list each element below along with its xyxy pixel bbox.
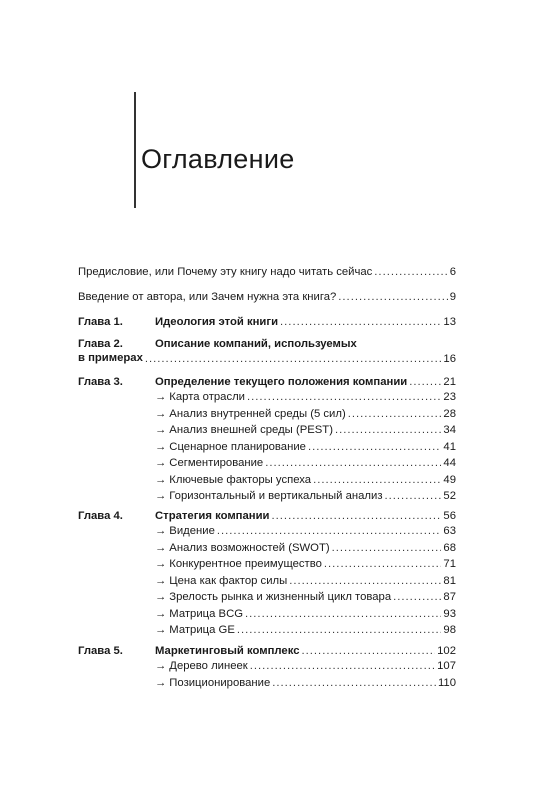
toc-section-label: Матрица GE [169, 624, 235, 636]
arrow-right-icon: → [155, 558, 167, 570]
arrow-right-icon: → [155, 424, 167, 436]
toc-page-number: 107 [437, 660, 456, 672]
toc-page-number: 13 [443, 316, 456, 328]
toc-page-number: 49 [443, 473, 456, 486]
leader-dots [335, 422, 441, 439]
arrow-right-icon: → [155, 660, 167, 672]
leader-dots [250, 658, 435, 675]
leader-dots [217, 523, 442, 540]
arrow-right-icon: → [155, 607, 167, 620]
toc-page-number: 9 [449, 291, 456, 303]
chapter-number: Глава 1. [78, 316, 123, 328]
chapter-title: Идеология этой книги [155, 316, 279, 328]
toc-section-label: Дерево линеек [169, 660, 248, 672]
toc-page-number: 102 [437, 645, 456, 657]
arrow-right-icon: → [155, 440, 167, 453]
toc-section-entry[interactable] [155, 540, 456, 557]
toc-section-label: Цена как фактор силы [169, 574, 288, 587]
leader-dots [289, 573, 441, 590]
toc-page-number: 6 [449, 266, 456, 278]
leader-dots [272, 675, 436, 692]
leader-dots [393, 589, 441, 606]
leader-dots [385, 488, 442, 505]
toc-page-number: 44 [443, 457, 456, 469]
toc-section-label: Позиционирование [169, 676, 271, 689]
arrow-right-icon: → [155, 591, 167, 603]
toc-entry-preface[interactable] [78, 264, 456, 281]
toc-section-entry[interactable] [155, 589, 456, 606]
chapter-number: Глава 2. [78, 338, 123, 350]
toc-section-entry[interactable] [155, 439, 456, 456]
leader-dots [308, 439, 441, 456]
toc-section-entry[interactable] [155, 606, 456, 623]
toc-section-label: Конкурентное преимущество [169, 558, 322, 570]
chapter-title: Определение текущего положения компании [155, 376, 408, 388]
toc-section-entry[interactable] [155, 422, 456, 439]
toc-page-number: 52 [443, 490, 456, 502]
leader-dots [247, 389, 441, 406]
toc-section-label: Карта отрасли [169, 391, 245, 403]
arrow-right-icon: → [155, 490, 167, 502]
toc-section-label: Анализ внутренней среды (5 сил) [169, 407, 346, 420]
toc-section-entry[interactable] [155, 573, 456, 590]
toc-page-number: 93 [443, 607, 456, 620]
toc-page-number: 87 [443, 591, 456, 603]
toc-section-entry[interactable] [155, 389, 456, 406]
toc-page-number: 68 [443, 541, 456, 554]
toc-section-entry[interactable] [155, 406, 456, 423]
toc-chapter-2-pageline-visible[interactable] [78, 351, 456, 368]
leader-dots [237, 622, 442, 639]
toc-section-entry[interactable] [155, 658, 456, 675]
toc-entry-label: Предисловие, или Почему эту книгу надо читать сейчас [78, 266, 373, 278]
toc-section-label: Анализ возможностей (SWOT) [169, 541, 330, 554]
chapter-title: Маркетинговый комплекс [155, 645, 300, 657]
title-vertical-rule [134, 92, 136, 208]
toc-section-label: Видение [169, 525, 215, 537]
toc-section-entry[interactable] [155, 675, 456, 692]
leader-dots [280, 314, 441, 331]
leader-dots [332, 540, 442, 557]
chapter-number: Глава 3. [78, 376, 123, 388]
toc-section-entry[interactable] [155, 488, 456, 505]
toc-page-number: 21 [443, 376, 456, 388]
toc-section-label: Сегментирование [169, 457, 264, 469]
arrow-right-icon: → [155, 391, 167, 403]
leader-dots [348, 406, 442, 423]
toc-page-number: 23 [443, 391, 456, 403]
toc-entry-introduction[interactable] [78, 289, 456, 306]
toc-section-entry[interactable] [155, 455, 456, 472]
chapter-title-continued: в примерах [78, 352, 143, 364]
leader-dots [338, 289, 447, 306]
leader-dots [313, 472, 441, 489]
toc-section-label: Горизонтальный и вертикальный анализ [169, 490, 383, 502]
toc-section-label: Сценарное планирование [169, 440, 306, 453]
toc-page-number: 81 [443, 574, 456, 587]
toc-page-number: 63 [443, 525, 456, 537]
toc-page-number: 34 [443, 424, 456, 436]
toc-page-number: 71 [443, 558, 456, 570]
page-title: Оглавление [141, 144, 295, 174]
toc-section-entry[interactable] [155, 556, 456, 573]
toc-page-number: 28 [443, 407, 456, 420]
toc-page-number: 56 [443, 510, 456, 522]
toc-entry-label: Введение от автора, или Зачем нужна эта книга? [78, 291, 337, 303]
arrow-right-icon: → [155, 525, 167, 537]
toc-section-label: Зрелость рынка и жизненный цикл товара [169, 591, 392, 603]
toc-page-number: 16 [443, 353, 456, 365]
chapter-title: Описание компаний, используемых [155, 338, 357, 350]
toc-section-label: Ключевые факторы успеха [169, 473, 312, 486]
chapter-number: Глава 4. [78, 510, 123, 522]
toc-page-number: 110 [437, 676, 456, 689]
toc-page-number: 98 [443, 624, 456, 636]
toc-section-entry[interactable] [155, 523, 456, 540]
chapter-title: Стратегия компании [155, 510, 270, 522]
arrow-right-icon: → [155, 624, 167, 636]
toc-section-label: Анализ внешней среды (PEST) [169, 424, 333, 436]
arrow-right-icon: → [155, 541, 167, 554]
leader-dots [245, 606, 441, 623]
leader-dots [374, 264, 447, 281]
leader-dots [265, 455, 441, 472]
toc-section-entry[interactable] [155, 622, 456, 639]
leader-dots [145, 351, 442, 368]
arrow-right-icon: → [155, 457, 167, 469]
arrow-right-icon: → [155, 676, 167, 689]
toc-section-entry[interactable] [155, 472, 456, 489]
arrow-right-icon: → [155, 574, 167, 587]
chapter-number: Глава 5. [78, 645, 123, 657]
leader-dots [324, 556, 442, 573]
toc-chapter-1[interactable] [78, 314, 456, 331]
toc-page-number: 41 [443, 440, 456, 453]
arrow-right-icon: → [155, 407, 167, 420]
arrow-right-icon: → [155, 473, 167, 486]
toc-section-label: Матрица BCG [169, 607, 244, 620]
